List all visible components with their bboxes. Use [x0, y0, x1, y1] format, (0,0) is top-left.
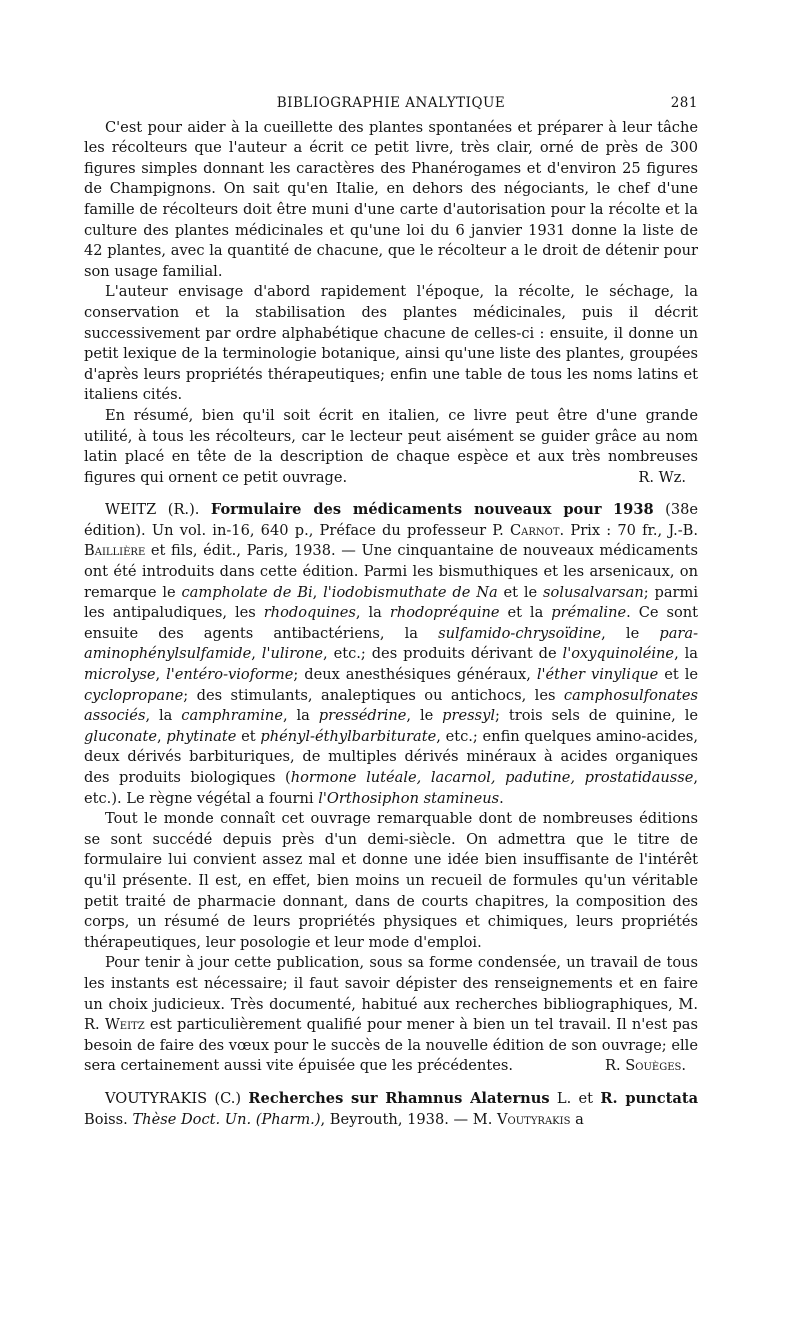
text: ,	[251, 645, 256, 663]
entry-author: VOUTYRAKIS (C.)	[105, 1089, 242, 1107]
text: , le	[601, 624, 640, 642]
drug-name: campholate de Bi	[181, 583, 313, 601]
text: Pour tenir à jour cette publication, sous sa forme condensée, un travail de tous les instants est nécessaire; il faut savoir dépister des renseignements et en faire un choix judicieux. Très documenté, habitué aux recherches bibliographiques, M. R.	[84, 954, 698, 1034]
text: , la	[674, 645, 698, 663]
text: et	[241, 727, 256, 745]
text: . Ce sont ensuite des agents antibactériens, la	[84, 604, 699, 642]
person-name: Weitz	[104, 1016, 145, 1034]
drug-name: hormone lutéale, lacarnol, padutine, prostatidausse	[290, 769, 694, 786]
paragraph: L'auteur envisage d'abord rapidement l'époque, la récolte, le séchage, la conservation et la stabilisation des plantes médicinales, puis il décrit successivement par ordre alphabétique chacune de celles-ci : ensuite, il donne un petit lexique de la terminologie botanique, ainsi qu'une liste des plantes, groupées d'après leurs propriétés thérapeutiques; enfin une table de tous les noms latins et italiens cités.	[84, 283, 698, 404]
paragraph	[84, 953, 698, 1077]
text: ,	[156, 727, 162, 745]
drug-name: camphramine	[181, 707, 283, 725]
drug-name: solusalvarsan	[543, 583, 644, 601]
review-italian-plants	[84, 118, 698, 489]
bibliographic-entry: WEITZ (R.). Formulaire des médicaments nouveaux pour 1938 (38e édition). Un vol. in-16, 640 p., Préface du professeur P. Carnot. Prix : 70 fr., J.-B. Baillière et fils, édit., Paris, 1938. — Une cinquantaine de nouveaux médicaments ont été introduits dans cette édition. Parmi les bismuthiques et les arsenicaux, on remarque le campholate de Bi, l'iodobismuthate de Na et le solusalvarsan; parmi les antipaludiques, les rhodoquines, la rhodopréquine et la prémaline. Ce sont ensuite des agents antibactériens, la sulfamido-chrysoïdine, le para-aminophénylsulfamide, l'ulirone, etc.; des produits dérivant de l'oxyquinoléine, la microlyse, l'entéro-vioforme; deux anesthésiques généraux, l'éther vinylique et le cyclopropane; des stimulants, analeptiques ou antichocs, les camphosulfonates associés, la camphramine, la pressédrine, le pressyl; trois sels de quinine, le gluconate, phytinate et phényl-éthylbarbiturate, etc.; enfin quelques amino-acides, deux dérivés barbituriques, de multiples dérivés minéraux à acides organiques des produits biologiques (hormone lutéale, lacarnol, padutine, prostatidausse, etc.). Le règne végétal a fourni l'Orthosiphon stamineus.	[84, 501, 699, 807]
text: ; trois sels de quinine, le	[495, 707, 698, 725]
plant-name: l'Orthosiphon stamineus	[318, 789, 500, 807]
paragraph: Tout le monde connaît cet ouvrage remarquable dont de nombreuses éditions se sont succédé depuis près d'un demi-siècle. On admettra que le titre de formulaire lui convient assez mal et donne une idée bien insuffisante de l'intérêt qu'il présente. Il est, en effet, bien moins un recueil de formules qu'un véritable petit traité de pharmacie donnant, dans de courts chapitres, la composition des corps, un résumé de leurs propriétés physiques et chimiques, leurs propriétés thérapeutiques, leur posologie et leur mode d'emploi.	[84, 810, 698, 951]
drug-name: l'iodobismuthate de Na	[323, 583, 498, 601]
drug-name: rhodopréquine	[389, 604, 500, 622]
paragraph: C'est pour aider à la cueillette des plantes spontanées et préparer à leur tâche les récolteurs que l'auteur a écrit ce petit livre, très clair, orné de près de 300 figures simples donnant les caractères des Phanérogames et d'environ 25 figures de Champignons. On sait qu'en Italie, en dehors des négociants, le chef d'une famille de récolteurs doit être muni d'une carte d'autorisation pour la récolte et la culture des plantes médicinales et qu'une loi du 6 janvier 1931 donne la liste de 42 plantes, avec la quantité de chacune, que le récolteur a le droit de détenir pour son usage familial.	[84, 118, 698, 280]
drug-name: pressyl	[442, 707, 496, 725]
person-name: Voutyrakis	[496, 1110, 571, 1128]
drug-name: rhodoquines	[263, 604, 356, 622]
drug-name: l'éther vinylique	[536, 666, 659, 684]
text: , la	[145, 707, 173, 725]
text: et le	[503, 583, 538, 601]
running-title: BIBLIOGRAPHIE ANALYTIQUE	[276, 95, 506, 111]
entry-title: R. punctata	[600, 1089, 699, 1107]
bibliographic-entry	[84, 1089, 698, 1130]
entry-year: 1938	[613, 501, 654, 519]
entry-title: Recherches sur Rhamnus Alaternus	[248, 1089, 550, 1107]
thesis-info: Thèse Doct. Un. (Pharm.)	[132, 1110, 321, 1128]
drug-name: l'ulirone	[261, 645, 324, 663]
entry-author: WEITZ (R.).	[105, 501, 200, 519]
drug-name: gluconate	[84, 727, 157, 745]
entry-title: Formulaire des médicaments nouveaux pour	[210, 501, 602, 519]
text: , Beyrouth, 1938. — M.	[320, 1110, 493, 1128]
text: ,	[155, 666, 161, 684]
running-header	[84, 93, 698, 114]
entry-details: (38e édition). Un vol. in-16, 640 p., Préface du professeur P.	[84, 501, 699, 539]
text: , la	[282, 707, 310, 725]
paragraph-text: En résumé, bien qu'il soit écrit en italien, ce livre peut être d'une grande utilité, à tous les récolteurs, car le lecteur peut aisément se guider grâce au nom latin placé en tête de la description de chaque espèce et aux très nombreuses figures qui ornent ce petit ouvrage.	[84, 406, 698, 486]
person-name: Carnot	[510, 521, 560, 539]
text: , la	[355, 604, 382, 622]
signature-initial: R.	[605, 1057, 621, 1075]
text: , etc.; des produits dérivant de	[323, 645, 557, 663]
text: ; deux anesthésiques généraux,	[293, 666, 531, 684]
entry-details: . Prix : 70 fr., J.-B.	[559, 521, 698, 539]
text: Boiss.	[84, 1110, 128, 1128]
drug-name: phényl-éthylbarbiturate	[260, 727, 437, 745]
text: .	[499, 789, 504, 807]
drug-name: l'oxyquinoléine	[562, 645, 675, 663]
text: est particulièrement qualifié pour mener à bien un tel travail. Il n'est pas besoin de faire des vœux pour le succès de la nouvelle édition de son ouvrage; elle sera certainement aussi vite épuisée que les précédentes.	[84, 1016, 698, 1075]
drug-name: phytinate	[166, 727, 237, 745]
page	[84, 93, 698, 1130]
text: a	[575, 1110, 584, 1128]
page-number: 281	[670, 95, 698, 111]
publisher-name: Baillière	[84, 542, 146, 560]
drug-name: pressédrine	[318, 707, 407, 725]
reviewer-signature	[584, 1056, 698, 1077]
drug-name: l'entéro-vioforme	[166, 666, 294, 684]
text: et le	[664, 666, 699, 684]
review-weitz-formulaire	[84, 500, 698, 1077]
drug-name: para-aminophénylsulfamide	[84, 624, 699, 663]
text: , etc.). Le règne végétal a fourni	[84, 769, 698, 807]
text: ; parmi les antipaludiques, les	[84, 583, 699, 622]
drug-name: microlyse	[84, 666, 156, 684]
text: , etc.; enfin quelques amino-acides, deux dérivés barbituriques, de multiples dérivés minéraux à acides organiques des produits biologiques (	[84, 727, 698, 786]
text: et la	[507, 604, 544, 622]
review-voutyrakis	[84, 1089, 698, 1130]
drug-name: sulfamido-chrysoïdine	[438, 624, 602, 642]
drug-name: cyclopropane	[84, 686, 184, 704]
text: L. et	[556, 1089, 594, 1107]
text: et fils, édit., Paris, 1938. — Une cinquantaine de nouveaux médicaments ont été introduits dans cette édition. Parmi les bismuthiques et les arsenicaux, on remarque le	[84, 542, 698, 601]
drug-name: camphosulfonates associés	[84, 686, 698, 725]
reviewer-signature: R. Wz.	[638, 468, 686, 486]
paragraph	[84, 406, 698, 488]
signature-name: Souèges.	[625, 1057, 686, 1075]
text: , le	[406, 707, 434, 725]
text: ; des stimulants, analeptiques ou antichocs, les	[183, 686, 556, 704]
drug-name: prémaline	[551, 604, 627, 622]
